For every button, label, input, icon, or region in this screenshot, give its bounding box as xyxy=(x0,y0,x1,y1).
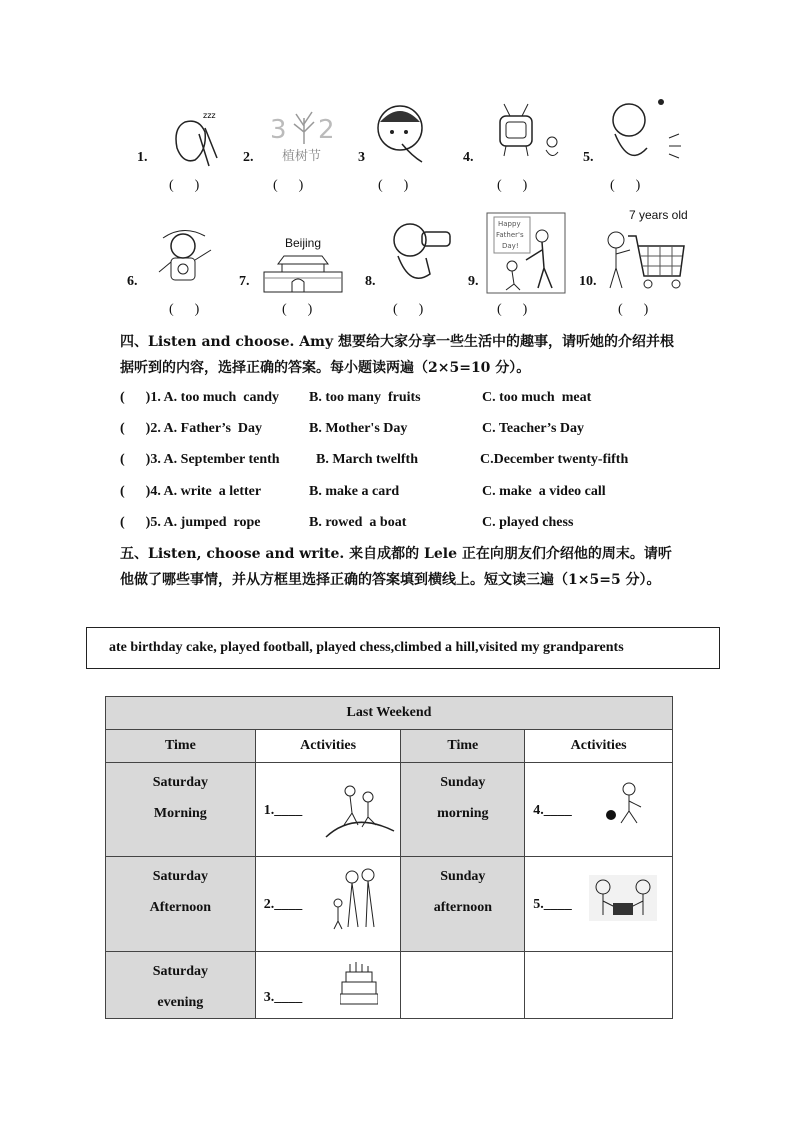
time-cell xyxy=(106,857,256,952)
sleeping-child-icon xyxy=(165,108,225,168)
table-row xyxy=(106,952,673,1019)
activity-cell xyxy=(525,763,673,857)
time-part: Afternoon xyxy=(149,900,212,915)
answer-paren-2[interactable]: ( ) xyxy=(273,178,304,193)
blank-2[interactable]: 2.____ xyxy=(263,897,303,912)
beijing-caption: Beijing xyxy=(285,236,322,250)
tree-planting-day-icon xyxy=(268,100,340,166)
svg-text:zzz: zzz xyxy=(203,111,216,120)
football-player-icon xyxy=(603,781,647,831)
card-text-2: Father's xyxy=(496,231,524,239)
digit-2: 2 xyxy=(318,115,335,145)
word-box: ate birthday cake, played football, played chess,climbed a hill,visited my grandparents xyxy=(86,627,720,669)
question-5-c[interactable]: C. played chess xyxy=(482,515,574,530)
question-4-a[interactable]: ( )4. A. write a letter xyxy=(120,484,262,499)
picture-number-9: 9. xyxy=(468,274,479,289)
question-3-a[interactable]: ( )3. A. September tenth xyxy=(120,452,280,467)
picture-number-5: 5. xyxy=(583,150,594,165)
question-4-c[interactable]: C. make a video call xyxy=(482,484,606,499)
question-1-a[interactable]: ( )1. A. too much candy xyxy=(120,390,280,405)
section-4-heading: 四、Listen and choose. Amy 想要给大家分享一些生活中的趣事，请听她的介绍并根据听到的内容，选择正确的答案。每小题读两遍（2×5=10 分）。 xyxy=(120,334,674,376)
time-part: afternoon xyxy=(433,900,493,915)
time-day: Sunday xyxy=(440,869,486,884)
blank-5[interactable]: 5.____ xyxy=(533,897,572,912)
time-cell xyxy=(401,763,525,857)
chess-players-icon xyxy=(589,875,657,921)
age-caption: 7 years old xyxy=(629,208,688,222)
picture-number-6: 6. xyxy=(127,274,138,289)
blank-4[interactable]: 4.____ xyxy=(533,803,572,818)
binoculars-child-icon xyxy=(386,218,458,294)
answer-paren-9[interactable]: ( ) xyxy=(497,302,528,317)
child-thinking-icon xyxy=(372,100,432,168)
table-title: Last Weekend xyxy=(106,697,673,730)
answer-paren-5[interactable]: ( ) xyxy=(610,178,641,193)
picture-number-1: 1. xyxy=(137,150,148,165)
time-cell xyxy=(106,763,256,857)
answer-paren-10[interactable]: ( ) xyxy=(618,302,649,317)
empty-cell xyxy=(525,952,673,1019)
question-5-a[interactable]: ( )5. A. jumped rope xyxy=(120,515,261,530)
question-2-c[interactable]: C. Teacher’s Day xyxy=(482,421,585,436)
question-3-c[interactable]: C.December twenty-fifth xyxy=(480,452,629,467)
time-day: Sunday xyxy=(440,775,486,790)
last-weekend-table xyxy=(105,696,673,1019)
picture-number-4: 4. xyxy=(463,150,474,165)
card-text-3: Day! xyxy=(502,242,519,250)
tiananmen-icon xyxy=(262,254,344,294)
answer-paren-6[interactable]: ( ) xyxy=(169,302,200,317)
girl-with-cart-icon xyxy=(602,226,686,292)
grandparents-icon xyxy=(330,867,386,933)
time-day: Saturday xyxy=(152,964,208,979)
question-1-c[interactable]: C. too much meat xyxy=(482,390,592,405)
answer-paren-1[interactable]: ( ) xyxy=(169,178,200,193)
answer-paren-7[interactable]: ( ) xyxy=(282,302,313,317)
card-text-1: Happy xyxy=(498,220,521,228)
blank-3[interactable]: 3.____ xyxy=(263,990,303,1005)
question-3-b[interactable]: B. March twelfth xyxy=(316,452,418,467)
picture-number-8: 8. xyxy=(365,274,376,289)
tree-day-caption: 植树节 xyxy=(282,149,322,164)
question-5-b[interactable]: B. rowed a boat xyxy=(309,515,407,530)
cold-child-icon xyxy=(603,98,683,170)
empty-cell xyxy=(401,952,525,1019)
picture-number-10: 10. xyxy=(579,274,597,289)
happy-girl-icon xyxy=(155,226,217,290)
time-cell xyxy=(401,857,525,952)
answer-paren-4[interactable]: ( ) xyxy=(497,178,528,193)
question-2-b[interactable]: B. Mother's Day xyxy=(309,421,408,436)
table-row xyxy=(106,763,673,857)
birthday-cake-icon xyxy=(340,962,378,1006)
header-activities-1: Activities xyxy=(255,730,401,763)
table-row xyxy=(106,857,673,952)
activity-cell xyxy=(255,763,401,857)
activity-cell xyxy=(255,952,401,1019)
climbing-hill-icon xyxy=(324,781,400,839)
answer-paren-8[interactable]: ( ) xyxy=(393,302,424,317)
header-time-1: Time xyxy=(106,730,256,763)
fathers-day-card-icon xyxy=(486,212,566,294)
question-4-b[interactable]: B. make a card xyxy=(309,484,400,499)
blank-1[interactable]: 1.____ xyxy=(263,803,303,818)
picture-number-3: 3 xyxy=(358,150,365,165)
activity-cell xyxy=(525,857,673,952)
digit-3: 3 xyxy=(270,115,287,145)
time-day: Saturday xyxy=(152,869,208,884)
time-cell xyxy=(106,952,256,1019)
time-part: Morning xyxy=(153,806,207,821)
time-part: evening xyxy=(157,995,204,1010)
answer-paren-3[interactable]: ( ) xyxy=(378,178,409,193)
picture-number-7: 7. xyxy=(239,274,250,289)
header-activities-2: Activities xyxy=(525,730,673,763)
activity-cell xyxy=(255,857,401,952)
section-5-heading: 五、Listen, choose and write. 来自成都的 Lele 正在向朋友们介绍他的周末。请听他做了哪些事情，并从方框里选择正确的答案填到横线上。短文读三遍（1×5=5 分）。 xyxy=(120,546,672,588)
question-1-b[interactable]: B. too many fruits xyxy=(309,390,421,405)
question-2-a[interactable]: ( )2. A. Father’s Day xyxy=(120,421,263,436)
header-time-2: Time xyxy=(401,730,525,763)
time-day: Saturday xyxy=(152,775,208,790)
time-part: morning xyxy=(437,806,489,821)
picture-number-2: 2. xyxy=(243,150,254,165)
tv-and-child-icon xyxy=(496,100,566,164)
